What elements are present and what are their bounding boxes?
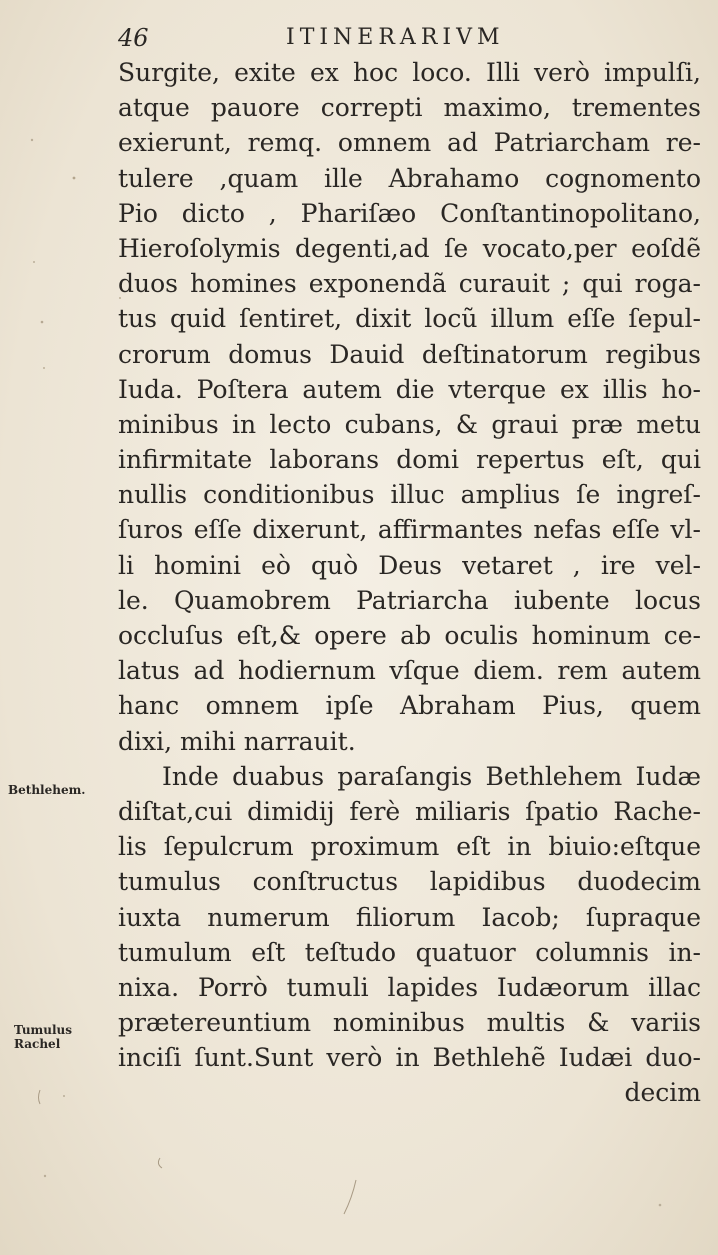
text-line: Pio dicto , Phariſæo Conſtantinopolitano,: [118, 198, 701, 228]
text-line: atque pauore correpti maximo, trementes: [118, 93, 701, 123]
margin-note-line: Rachel: [14, 1037, 61, 1051]
text-line: li homini eò quò Deus vetaret , ire vel-: [118, 550, 701, 580]
text-line: tulere ,quam ille Abrahamo cognomento: [118, 163, 701, 193]
margin-note-tumulus-rachel: [14, 1023, 72, 1051]
text-line: Hieroſolymis degenti,ad ſe vocato,per eoſdẽ: [118, 233, 701, 263]
text-line: inciſi ſunt.Sunt verò in Bethlehẽ Iudæi duo-: [118, 1043, 701, 1073]
text-line: prætereuntium nominibus multis & variis: [118, 1008, 701, 1038]
text-line: tus quid ſentiret, dixit locũ illum eſſe ſepul-: [118, 304, 701, 334]
text-line: duos homines exponendã curauit ; qui roga-: [118, 269, 701, 299]
text-line: Surgite, exite ex hoc loco. Illi verò impulſi,: [118, 58, 701, 87]
text-line: latus ad hodiernum vſque diem. rem autem: [118, 656, 701, 686]
text-line: minibus in lecto cubans, & graui præ metu: [118, 409, 701, 439]
margin-note-line: Tumulus: [14, 1023, 73, 1037]
text-line: crorum domus Dauid deſtinatorum regibus: [118, 339, 701, 369]
running-head: [118, 20, 698, 56]
text-line: hanc omnem ipſe Abraham Pius, quem: [118, 691, 701, 721]
text-line: infirmitate laborans domi repertus eſt, qui: [118, 445, 701, 475]
text-line: Inde duabus paraſangis Bethlehem Iudæ: [162, 761, 701, 791]
text-line: ſuros eſſe dixerunt, affirmantes nefas eſſe vl-: [118, 515, 701, 545]
text-line: occluſus eſt,& opere ab oculis hominum ce-: [118, 621, 701, 650]
text-line: Iuda. Poſtera autem die vterque ex illis ho-: [118, 374, 701, 404]
text-line: le. Quamobrem Patriarcha iubente locus: [118, 585, 701, 615]
page-number: 46: [118, 24, 149, 52]
text-line: iuxta numerum filiorum Iacob; ſupraque: [118, 902, 701, 932]
running-title: ITINERARIVM: [286, 25, 505, 50]
text-line: tumulum eſt teſtudo quatuor columnis in-: [118, 937, 701, 967]
text-line: exierunt, remq. omnem ad Patriarcham re-: [118, 128, 701, 158]
text-line: diſtat,cui dimidij ferè miliaris ſpatio Rache-: [118, 796, 701, 826]
text-line: dixi, mihi narrauit.: [118, 726, 356, 756]
body-text: [118, 55, 701, 1111]
text-line: tumulus conſtructus lapidibus duodecim: [118, 867, 701, 897]
margin-note-bethlehem: Bethlehem.: [8, 783, 86, 797]
text-line: nixa. Porrò tumuli lapides Iudæorum illac: [118, 972, 701, 1002]
catchword: decim: [624, 1078, 701, 1108]
text-line: lis ſepulcrum proximum eſt in biuio:eſtque: [118, 832, 701, 862]
text-line: nullis conditionibus illuc amplius ſe ingreſ-: [118, 480, 701, 510]
